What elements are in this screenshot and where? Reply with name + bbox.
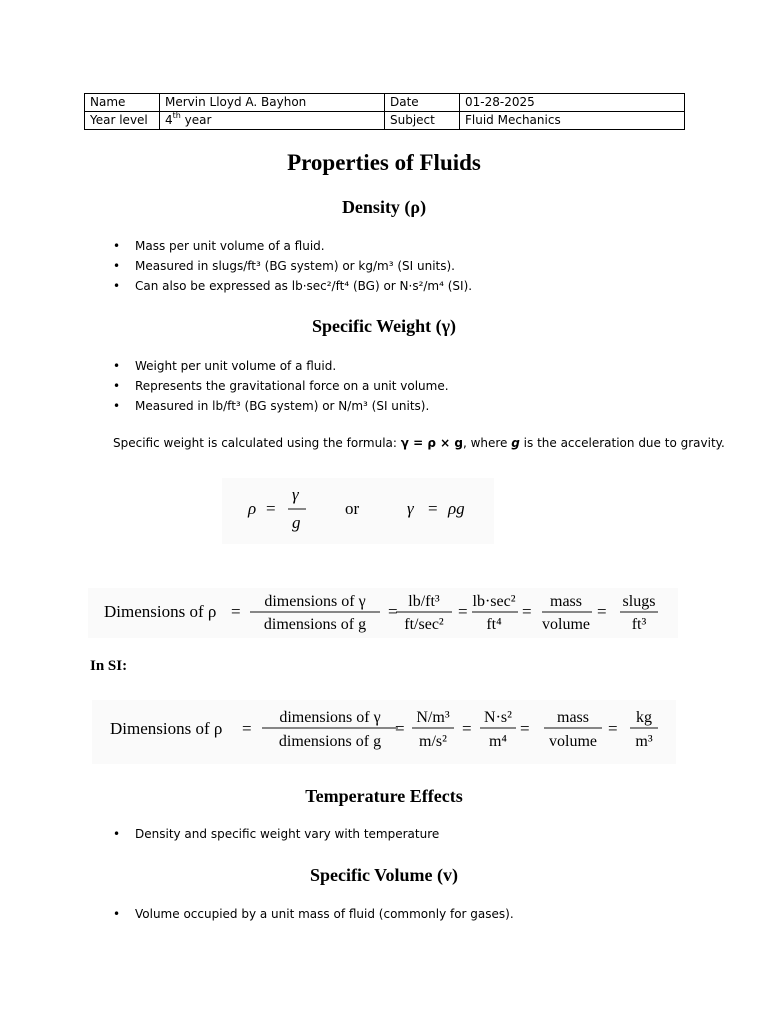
name-label: Name: [85, 94, 160, 112]
temperature-heading: Temperature Effects: [305, 786, 463, 806]
eq-sign: =: [388, 602, 398, 621]
eq-sign: =: [395, 719, 405, 738]
dim-lhs: Dimensions of ρ: [104, 602, 217, 621]
frac4-num: mass: [557, 709, 589, 726]
para-text: Specific weight is calculated using the formula:: [113, 436, 401, 450]
specific-volume-list: [113, 904, 514, 924]
list-item: • Density and specific weight vary with temperature: [113, 824, 439, 844]
subject-value: Fluid Mechanics: [460, 112, 685, 130]
formula-bg-image: [88, 588, 678, 638]
list-item: • Weight per unit volume of a fluid.: [113, 356, 449, 376]
specific-volume-heading: Specific Volume (v): [310, 865, 458, 885]
formula-density-image: [222, 478, 494, 544]
eq-sign: =: [458, 602, 468, 621]
para-formula: γ = ρ × g: [400, 436, 463, 450]
frac2-den: m/s²: [419, 733, 447, 750]
formula-rho: ρ: [248, 499, 257, 518]
date-label: Date: [385, 94, 460, 112]
eq-sign: =: [520, 719, 530, 738]
formula-gamma2: γ: [407, 499, 414, 518]
list-item: • Measured in slugs/ft³ (BG system) or kg/m³ (SI units).: [113, 256, 472, 276]
frac3-den: ft⁴: [486, 616, 502, 633]
frac1-num: dimensions of γ: [279, 709, 381, 726]
eq-sign: =: [608, 719, 618, 738]
year-number: 4: [165, 113, 173, 127]
frac2-num: N/m³: [416, 709, 450, 726]
para-g: g: [511, 436, 520, 450]
formula-g: g: [292, 513, 301, 532]
page-title: Properties of Fluids: [287, 150, 481, 175]
list-item: • Volume occupied by a unit mass of fluid (commonly for gases).: [113, 904, 514, 924]
subject-label: Subject: [385, 112, 460, 130]
frac2-den: ft/sec²: [404, 616, 444, 633]
frac5-den: ft³: [631, 616, 647, 633]
frac3-num: lb·sec²: [472, 593, 516, 610]
specific-weight-list: [113, 356, 449, 416]
dim-lhs: Dimensions of ρ: [110, 719, 223, 738]
list-item: • Measured in lb/ft³ (BG system) or N/m³ (SI units).: [113, 396, 449, 416]
eq-sign: =: [231, 602, 241, 621]
year-suffix: th: [172, 111, 181, 120]
density-list: [113, 236, 472, 296]
year-label: Year level: [85, 112, 160, 130]
formula-or: or: [345, 499, 360, 518]
formula-rhog: ρg: [448, 499, 465, 518]
year-value: [160, 112, 385, 130]
frac1-num: dimensions of γ: [264, 593, 366, 610]
list-item: • Mass per unit volume of a fluid.: [113, 236, 472, 256]
density-heading: Density (ρ): [341, 197, 427, 217]
year-word: year: [180, 113, 212, 127]
temperature-list: [113, 824, 439, 844]
date-value: 01-28-2025: [460, 94, 685, 112]
frac5-num: kg: [636, 709, 652, 726]
name-value: Mervin Lloyd A. Bayhon: [160, 94, 385, 112]
frac3-den: m⁴: [488, 733, 508, 750]
list-item: • Represents the gravitational force on a unit volume.: [113, 376, 449, 396]
specific-weight-paragraph: [113, 436, 725, 450]
frac5-num: slugs: [622, 593, 656, 610]
info-table: [84, 93, 685, 130]
formula-density-svg: [222, 478, 494, 544]
frac5-den: m³: [635, 733, 653, 750]
formula-gamma: γ: [292, 485, 299, 504]
info-row-1: [85, 94, 685, 112]
list-item: • Can also be expressed as lb·sec²/ft⁴ (BG) or N·s²/m⁴ (SI).: [113, 276, 472, 296]
formula-eq: =: [266, 499, 276, 518]
eq-sign: =: [242, 719, 252, 738]
frac4-num: mass: [550, 593, 582, 610]
para-text: is the acceleration due to gravity.: [519, 436, 725, 450]
frac3-num: N·s²: [484, 709, 512, 726]
formula-eq2: =: [428, 499, 438, 518]
formula-bg-svg: [88, 588, 678, 638]
formula-si-image: [92, 700, 676, 764]
eq-sign: =: [597, 602, 607, 621]
para-text: , where: [462, 436, 512, 450]
info-row-2: [85, 112, 685, 130]
frac2-num: lb/ft³: [408, 593, 440, 610]
frac1-den: dimensions of g: [278, 733, 382, 750]
frac4-den: volume: [542, 616, 590, 633]
frac1-den: dimensions of g: [263, 616, 367, 633]
formula-si-svg: [92, 700, 676, 764]
frac4-den: volume: [549, 733, 597, 750]
specific-weight-heading: Specific Weight (γ): [311, 316, 457, 336]
eq-sign: =: [522, 602, 532, 621]
in-si-label: In SI:: [90, 658, 128, 674]
eq-sign: =: [462, 719, 472, 738]
